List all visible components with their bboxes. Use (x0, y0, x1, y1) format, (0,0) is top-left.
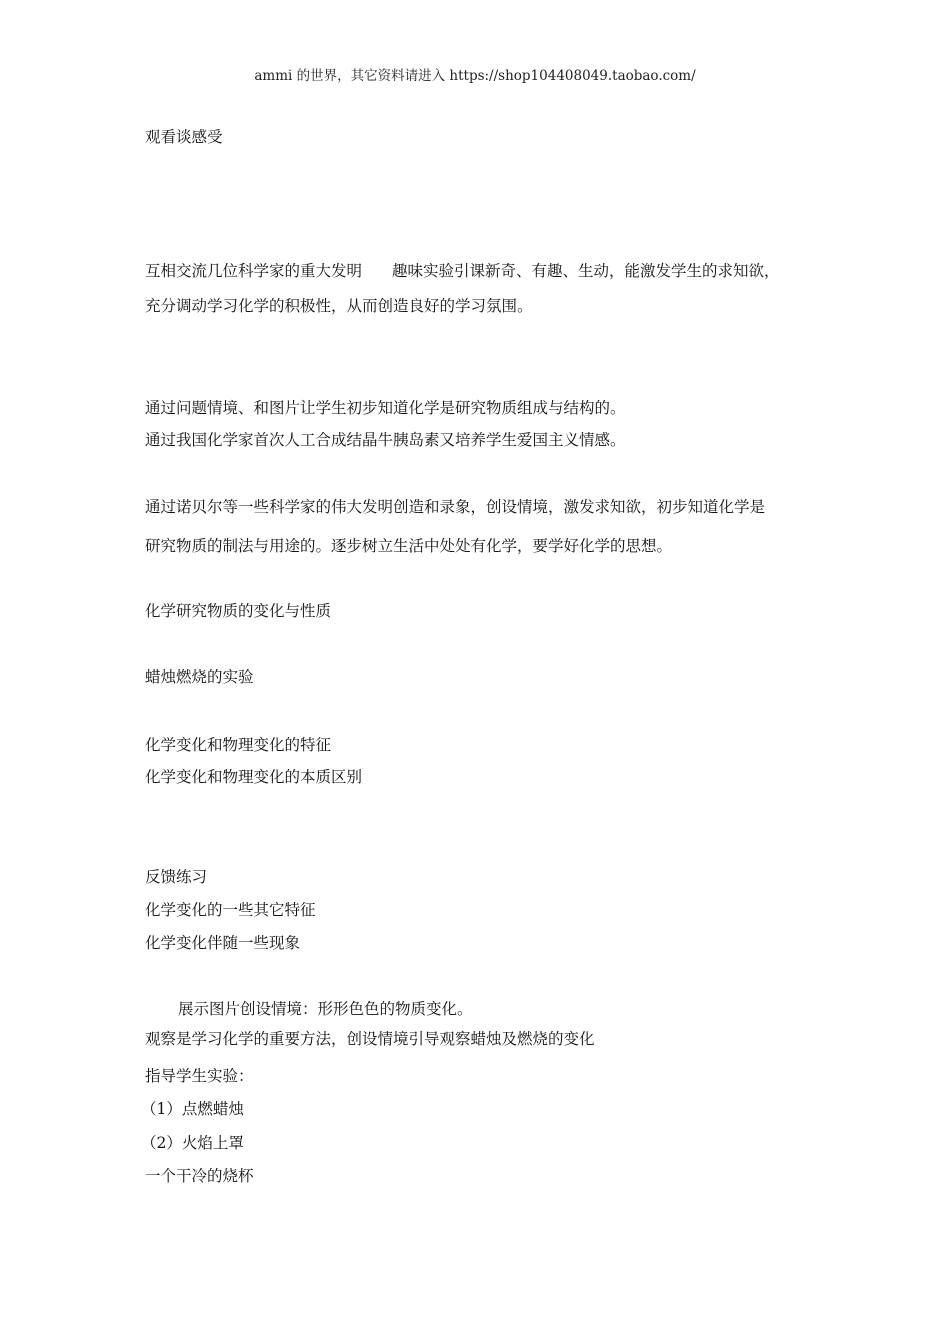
text-line: 观察是学习化学的重要方法，创设情境引导观察蜡烛及燃烧的变化 (145, 1030, 595, 1048)
text-line-combined (145, 261, 780, 281)
text-segment: 互相交流几位科学家的重大发明 (145, 262, 363, 280)
text-line: 指导学生实验： (145, 1067, 254, 1085)
text-line: 化学变化的一些其它特征 (145, 901, 316, 919)
page-header: ammi 的世界，其它资料请进入 https://shop104408049.taobao.com/ (254, 68, 696, 84)
text-line: 通过问题情境、和图片让学生初步知道化学是研究物质组成与结构的。 (145, 399, 626, 417)
text-line: 一个干冷的烧杯 (145, 1167, 254, 1185)
text-line: （2）火焰上罩 (141, 1134, 244, 1152)
text-line: 通过我国化学家首次人工合成结晶牛胰岛素又培养学生爱国主义情感。 (145, 431, 626, 449)
text-line: 化学变化和物理变化的本质区别 (145, 768, 363, 786)
text-line: 通过诺贝尔等一些科学家的伟大发明创造和录象，创设情境，激发求知欲，初步知道化学是 (145, 498, 766, 516)
text-line: 研究物质的制法与用途的。逐步树立生活中处处有化学，要学好化学的思想。 (145, 537, 673, 555)
text-line: 观看谈感受 (145, 128, 223, 146)
text-line-indented: 展示图片创设情境：形形色色的物质变化。 (178, 1000, 473, 1018)
text-line: 充分调动学习化学的积极性，从而创造良好的学习氛围。 (145, 297, 533, 315)
text-line: 化学变化伴随一些现象 (145, 934, 301, 952)
text-line: 化学变化和物理变化的特征 (145, 736, 332, 754)
text-line: （1）点燃蜡烛 (141, 1100, 244, 1118)
text-line: 反馈练习 (145, 868, 208, 886)
text-line: 蜡烛燃烧的实验 (145, 668, 254, 686)
text-line: 化学研究物质的变化与性质 (145, 602, 332, 620)
text-segment: 趣味实验引课新奇、有趣、生动，能激发学生的求知欲， (392, 262, 780, 280)
